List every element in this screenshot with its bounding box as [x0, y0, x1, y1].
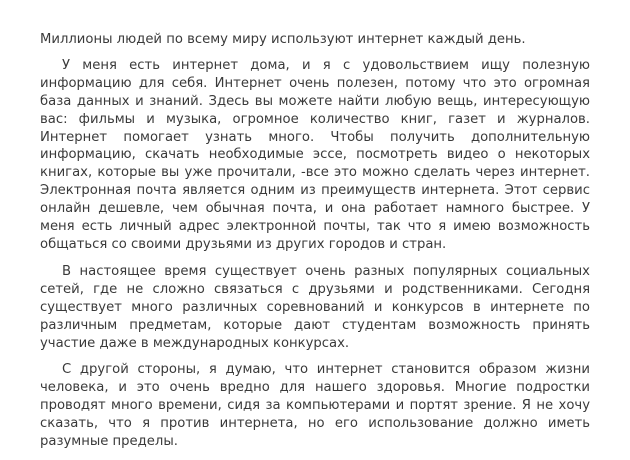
- paragraph-social-networks: В настоящее время существует очень разных популярных социальных сетей, где не сложно связаться с друзьями и родственниками. Сегодня существует много различных соревнований и конкурсов в интернете по различным предметам, которые дают студентам возможность принять участие даже в международных конкурсах.: [40, 263, 590, 351]
- paragraph-health-concerns: С другой стороны, я думаю, что интернет становится образом жизни человека, и это очень вредно для нашего здоровья. Многие подростки проводят много времени, сидя за компьютерами и портят зрение. Я не хочу сказать, что я против интернета, но его использование должно иметь разумные пределы.: [40, 362, 590, 450]
- lead-sentence: Миллионы людей по всему миру используют интернет каждый день.: [40, 32, 526, 47]
- document-body: [40, 31, 590, 460]
- paragraph-home-internet: У меня есть интернет дома, и я с удовольствием ищу полезную информацию для себя. Интернет очень полезен, потому что это огромная база данных и знаний. Здесь вы можете найти любую вещь, интересующую вас: фильмы и музыка, огромное количество книг, газет и журналов. Интернет помогает узнать много. Чтобы получить дополнительную информацию, скачать необходимые эссе, посмотреть видео о некоторых книгах, которые вы уже прочитали, -все это можно сделать через интернет. Электронная почта является одним из преимуществ интернета. Этот сервис онлайн дешевле, чем обычная почта, и она работает намного быстрее. У меня есть личный адрес электронной почты, так что я имею возможность общаться со своими друзьями из других городов и стран.: [40, 57, 590, 252]
